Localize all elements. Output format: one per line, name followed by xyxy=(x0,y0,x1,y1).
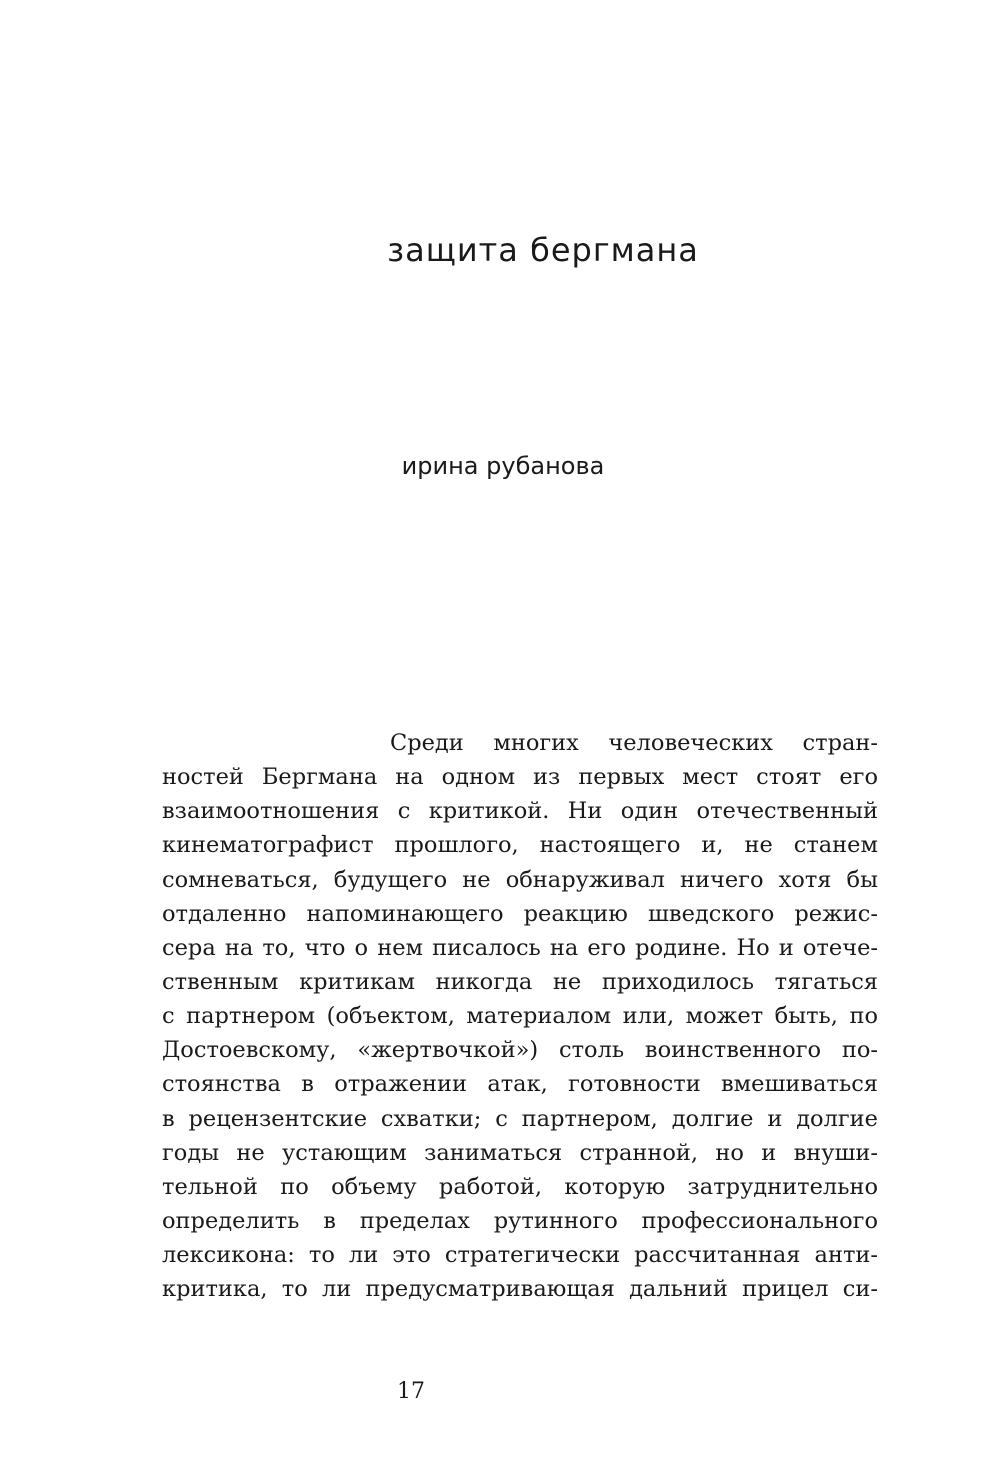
text-line: ностей Бергмана на одном из первых мест стоят его xyxy=(162,764,878,791)
text-line: Достоевскому, «жертвочкой») столь воинственного по- xyxy=(162,1037,878,1064)
text-line: отдаленно напоминающего реакцию шведского режис- xyxy=(162,900,878,927)
text-line: с партнером (объектом, материалом или, может быть, по xyxy=(162,1003,878,1030)
text-line: сера на то, что о нем писалось на его родине. Но и отече- xyxy=(162,934,878,961)
text-line: кинематографист прошлого, настоящего и, не станем xyxy=(162,832,878,859)
page-number: 17 xyxy=(397,1379,425,1404)
text-line: в рецензентские схватки; с партнером, долгие и долгие xyxy=(162,1105,878,1132)
text-line: определить в пределах рутинного профессионального xyxy=(162,1207,878,1234)
author-name: ирина рубанова xyxy=(401,452,605,480)
text-line: ственным критикам никогда не приходилось тягаться xyxy=(162,968,878,995)
text-line: сомневаться, будущего не обнаруживал ничего хотя бы xyxy=(162,866,878,893)
text-line: лексикона: то ли это стратегически рассчитанная анти- xyxy=(162,1242,878,1269)
text-line: Среди многих человеческих стран- xyxy=(390,730,878,756)
chapter-title: защита бергмана xyxy=(387,231,699,269)
text-line: стоянства в отражении атак, готовности вмешиваться xyxy=(162,1071,878,1098)
text-line: взаимоотношения с критикой. Ни один отечественный xyxy=(162,798,878,825)
body-text xyxy=(162,726,878,1306)
text-line: критика, то ли предусматривающая дальний прицел си- xyxy=(162,1276,878,1303)
text-line: годы не устающим заниматься странной, но и внуши- xyxy=(162,1139,878,1166)
text-line: тельной по объему работой, которую затруднительно xyxy=(162,1173,878,1200)
